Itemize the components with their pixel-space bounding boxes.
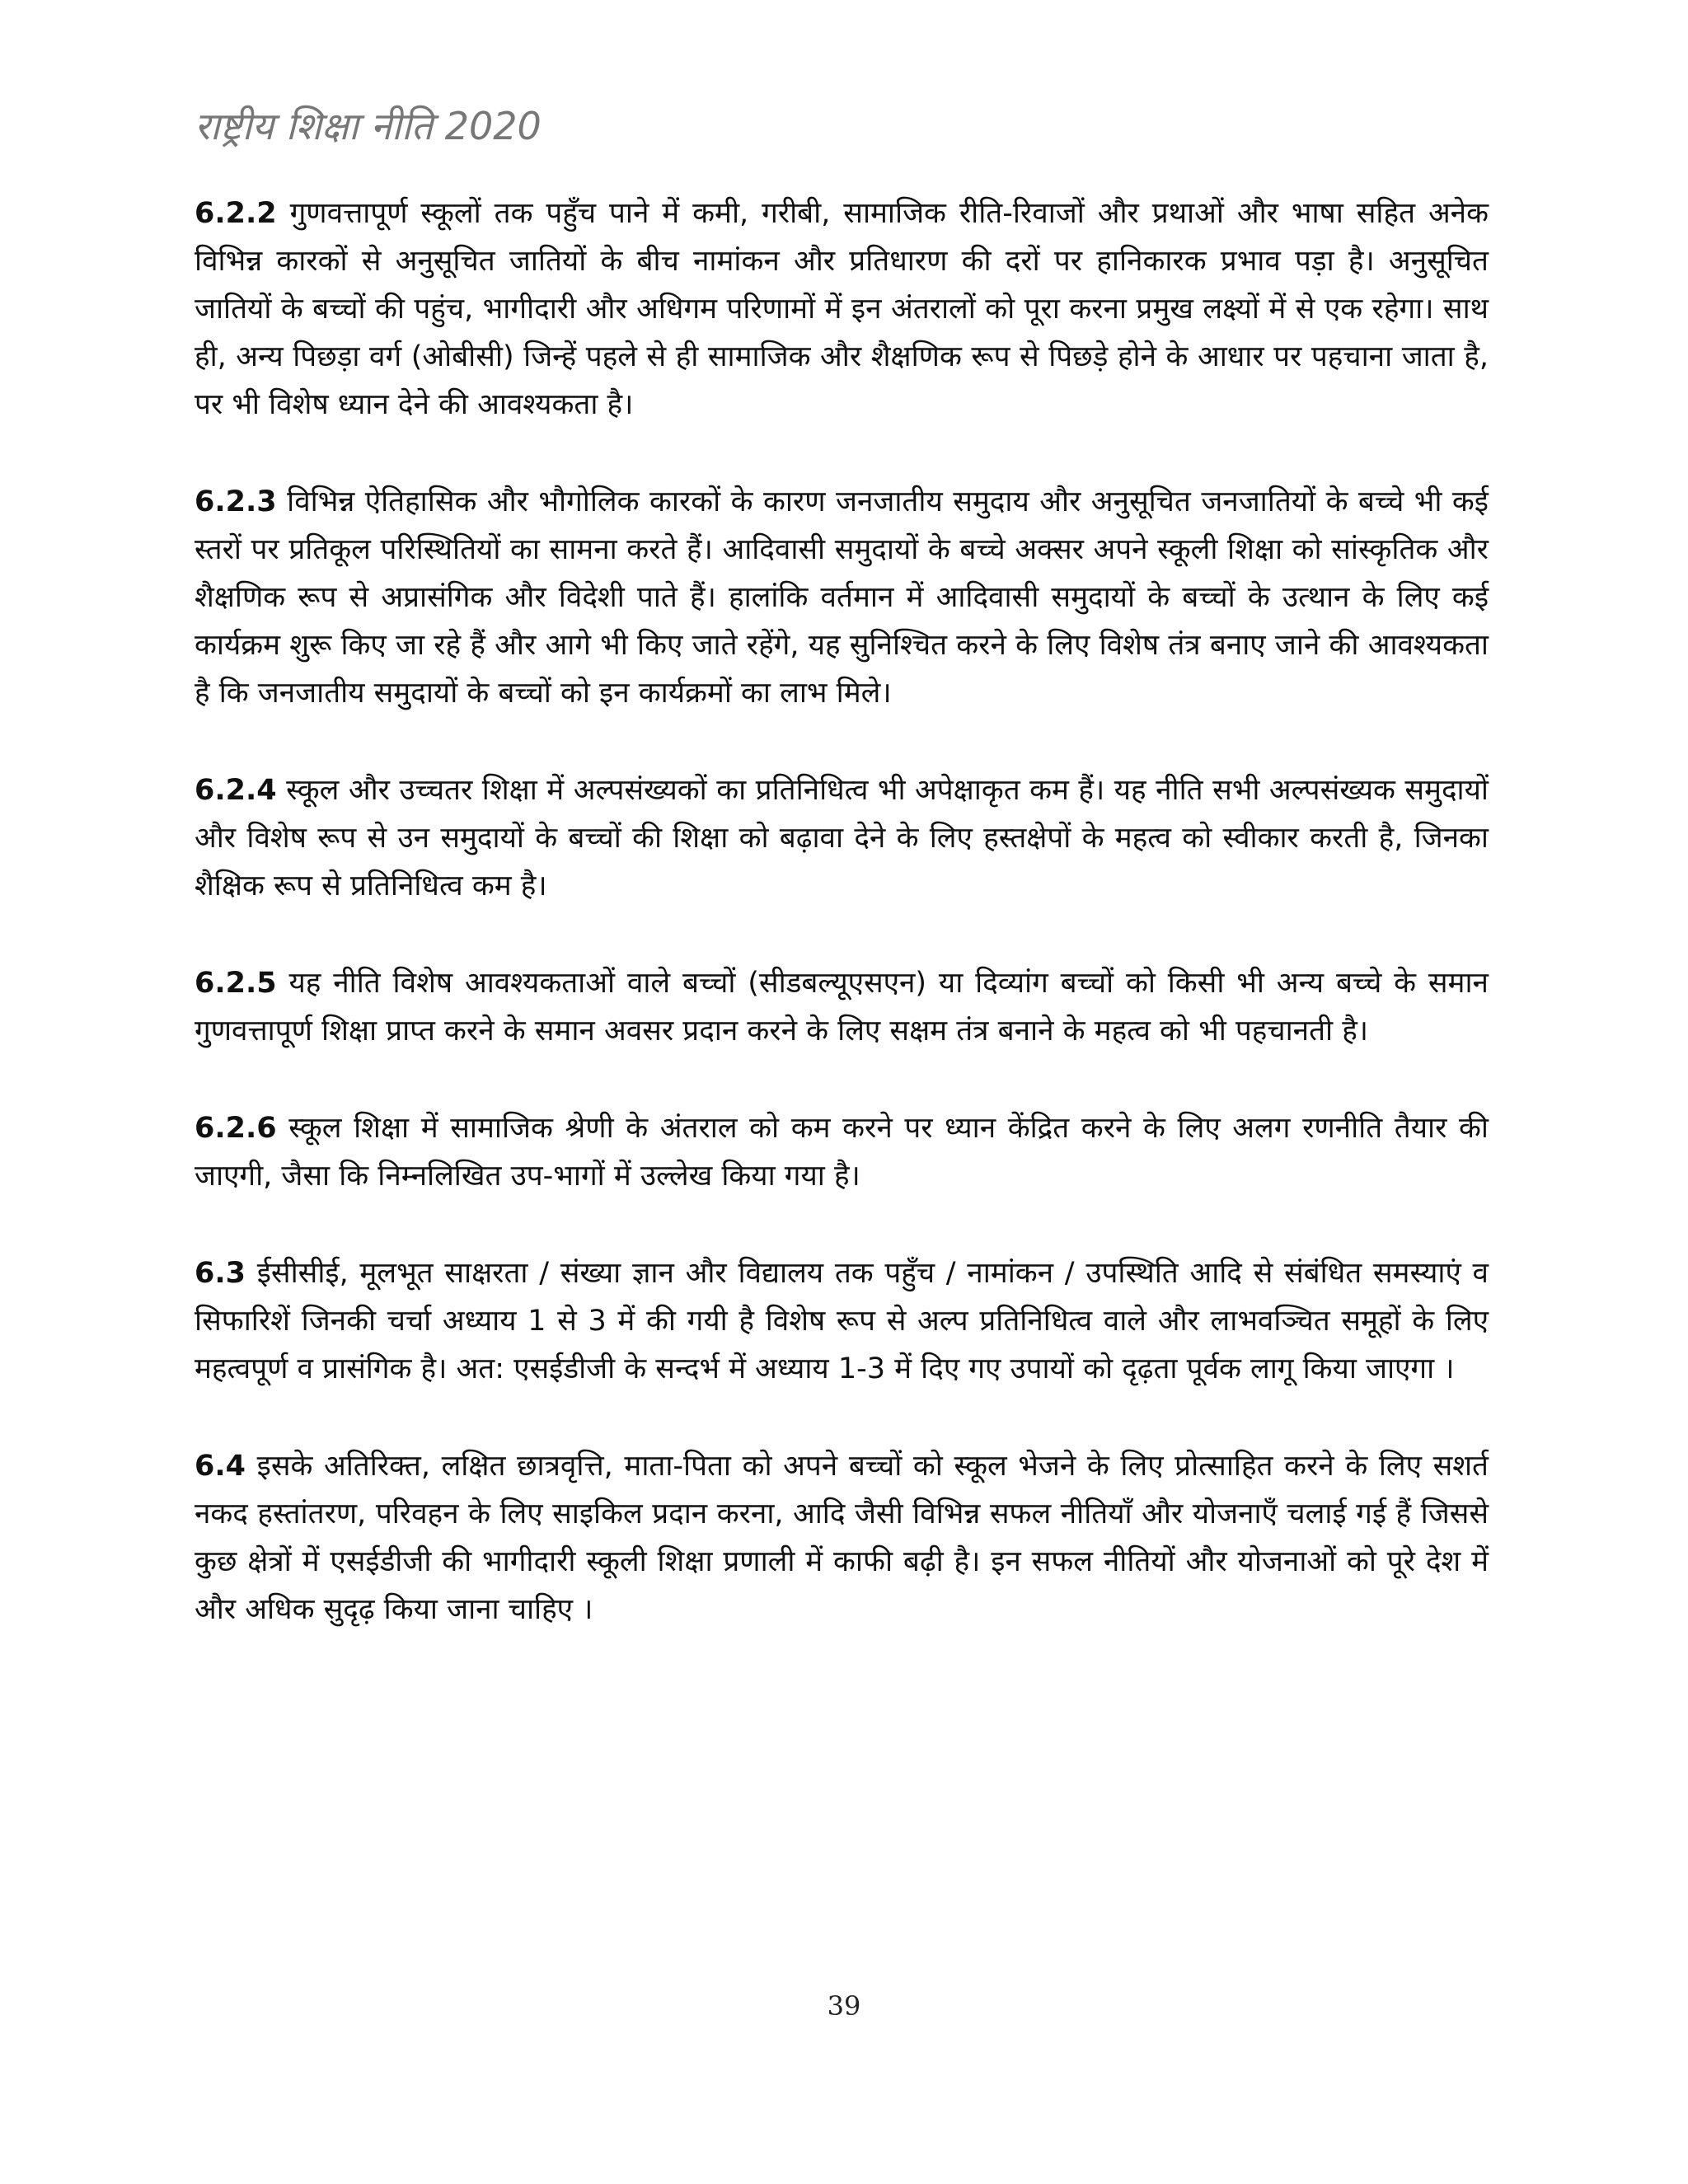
paragraph-text: ईसीसीई, मूलभूत साक्षरता / संख्या ज्ञान और विद्यालय तक पहुँच / नामांकन / उपस्थिति आदि से संबंधित समस्याएं व सिफारिशें जिनकी चर्चा अध्याय 1 से 3 में की गयी है विशेष रूप से अल्प प्रतिनिधित्व वाले और लाभवञ्चित समूहों के लिए महत्वपूर्ण व प्रासंगिक है। अत: एसईडीजी के सन्दर्भ में अध्याय 1-3 में दिए गए उपायों को दृढ़ता पूर्वक लागू किया जाएगा । [195, 1257, 1489, 1385]
paragraph-number: 6.2.6 [195, 1112, 277, 1145]
paragraph-text: यह नीति विशेष आवश्यकताओं वाले बच्चों (सीडबल्यूएसएन) या दिव्यांग बच्चों को किसी भी अन्य बच्चे के समान गुणवत्तापूर्ण शिक्षा प्राप्त करने के समान अवसर प्रदान करने के लिए सक्षम तंत्र बनाने के महत्व को भी पहचानती है। [195, 967, 1489, 1047]
paragraph-number: 6.2.4 [195, 774, 277, 807]
page-body [195, 190, 1489, 1683]
paragraph-text: स्कूल और उच्चतर शिक्षा में अल्पसंख्यकों का प्रतिनिधित्व भी अपेक्षाकृत कम हैं। यह नीति सभी अल्पसंख्यक समुदायों और विशेष रूप से उन समुदायों के बच्चों की शिक्षा को बढ़ावा देने के लिए हस्तक्षेपों के महत्व को स्वीकार करती है, जिनका शैक्षिक रूप से प्रतिनिधित्व कम है। [195, 774, 1489, 902]
paragraph-number: 6.4 [195, 1450, 246, 1483]
paragraph-text: विभिन्न ऐतिहासिक और भौगोलिक कारकों के कारण जनजातीय समुदाय और अनुसूचित जनजातियों के बच्चे भी कई स्तरों पर प्रतिकूल परिस्थितियों का सामना करते हैं। आदिवासी समुदायों के बच्चे अक्सर अपने स्कूली शिक्षा को सांस्कृतिक और शैक्षणिक रूप से अप्रासंगिक और विदेशी पाते हैं। हालांकि वर्तमान में आदिवासी समुदायों के बच्चों के उत्थान के लिए कई कार्यक्रम शुरू किए जा रहे हैं और आगे भी किए जाते रहेंगे, यह सुनिश्चित करने के लिए विशेष तंत्र बनाए जाने की आवश्यकता है कि जनजातीय समुदायों के बच्चों को इन कार्यक्रमों का लाभ मिले। [195, 485, 1489, 710]
paragraph-6-3 [195, 1249, 1489, 1393]
page-number: 39 [827, 1990, 861, 2022]
paragraph-6-2-4 [195, 766, 1489, 910]
paragraph-number: 6.2.5 [195, 967, 277, 1000]
paragraph-6-2-6 [195, 1104, 1489, 1200]
paragraph-number: 6.2.2 [195, 197, 277, 230]
paragraph-number: 6.2.3 [195, 485, 277, 518]
paragraph-text: इसके अतिरिक्त, लक्षित छात्रवृत्ति, माता-पिता को अपने बच्चों को स्कूल भेजने के लिए प्रोत्साहित करने के लिए सशर्त नकद हस्तांतरण, परिवहन के लिए साइकिल प्रदान करना, आदि जैसी विभिन्न सफल नीतियाँ और योजनाएँ चलाई गई हैं जिससे कुछ क्षेत्रों में एसईडीजी की भागीदारी स्कूली शिक्षा प्रणाली में काफी बढ़ी है। इन सफल नीतियों और योजनाओं को पूरे देश में और अधिक सुदृढ़ किया जाना चाहिए । [195, 1450, 1489, 1626]
paragraph-text: स्कूल शिक्षा में सामाजिक श्रेणी के अंतराल को कम करने पर ध्यान केंद्रित करने के लिए अलग रणनीति तैयार की जाएगी, जैसा कि निम्नलिखित उप-भागों में उल्लेख किया गया है। [195, 1112, 1489, 1193]
paragraph-6-2-2 [195, 190, 1489, 429]
running-header: राष्ट्रीय शिक्षा नीति 2020 [195, 104, 542, 148]
paragraph-text: गुणवत्तापूर्ण स्कूलों तक पहुँच पाने में कमी, गरीबी, सामाजिक रीति-रिवाजों और प्रथाओं और भाषा सहित अनेक विभिन्न कारकों से अनुसूचित जातियों के बीच नामांकन और प्रतिधारण की दरों पर हानिकारक प्रभाव पड़ा है। अनुसूचित जातियों के बच्चों की पहुंच, भागीदारी और अधिगम परिणामों में इन अंतरालों को पूरा करना प्रमुख लक्ष्यों में से एक रहेगा। साथ ही, अन्य पिछड़ा वर्ग (ओबीसी) जिन्हें पहले से ही सामाजिक और शैक्षणिक रूप से पिछड़े होने के आधार पर पहचाना जाता है, पर भी विशेष ध्यान देने की आवश्यकता है। [195, 197, 1489, 421]
paragraph-number: 6.3 [195, 1257, 246, 1290]
paragraph-6-2-3 [195, 478, 1489, 717]
paragraph-6-4 [195, 1442, 1489, 1633]
paragraph-6-2-5 [195, 959, 1489, 1055]
